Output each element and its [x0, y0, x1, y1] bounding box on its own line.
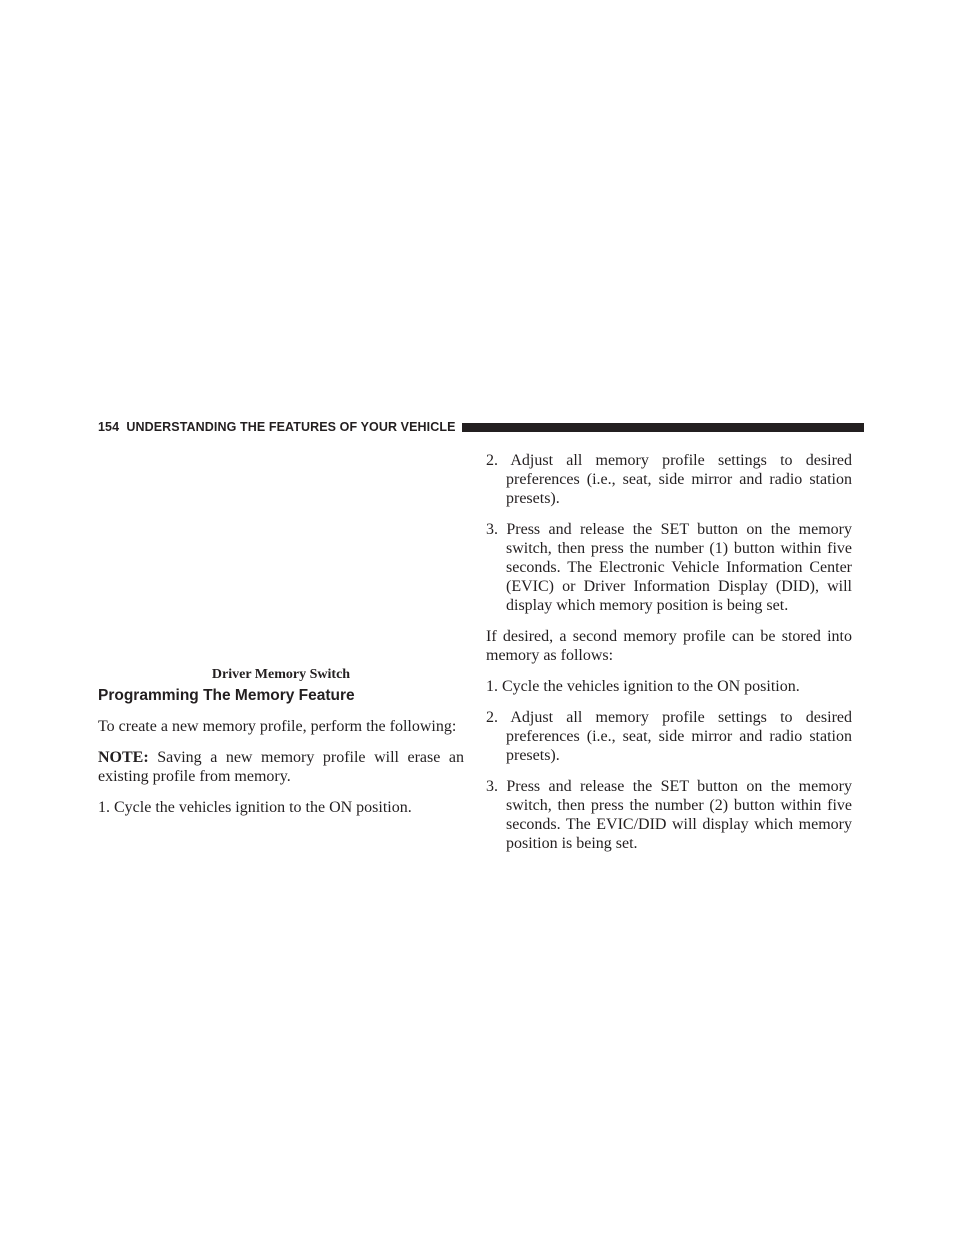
section-heading: Programming The Memory Feature	[98, 687, 355, 704]
step-item: 1. Cycle the vehicles ignition to the ON position.	[98, 799, 412, 816]
step-item: 2. Adjust all memory profile settings to desired preferences (i.e., seat, side mirror and radio station presets).	[486, 452, 852, 507]
intro-paragraph: To create a new memory profile, perform the following:	[98, 718, 457, 735]
note-text: Saving a new memory profile will erase an existing profile from memory.	[98, 749, 464, 785]
right-column	[486, 451, 852, 865]
note-paragraph	[98, 748, 464, 786]
left-column	[98, 686, 464, 829]
page-header	[98, 419, 864, 435]
figure-placeholder	[98, 440, 464, 656]
step-item: 2. Adjust all memory profile settings to desired preferences (i.e., seat, side mirror and radio station presets).	[486, 709, 852, 764]
second-profile-paragraph: If desired, a second memory profile can be stored into memory as follows:	[486, 628, 852, 664]
step-item: 3. Press and release the SET button on the memory switch, then press the number (1) button within five seconds. The Electronic Vehicle Information Center (EVIC) or Driver Information Display (DID), will display which memory position is being set.	[486, 521, 852, 614]
step-item: 3. Press and release the SET button on the memory switch, then press the number (2) button within five seconds. The EVIC/DID will display which memory position is being set.	[486, 778, 852, 852]
figure-caption: Driver Memory Switch	[211, 667, 351, 682]
note-label: NOTE:	[98, 749, 149, 766]
page-number: 154	[98, 420, 120, 434]
header-rule	[462, 423, 864, 432]
section-title: UNDERSTANDING THE FEATURES OF YOUR VEHICLE	[126, 420, 456, 434]
step-item: 1. Cycle the vehicles ignition to the ON position.	[486, 678, 800, 695]
header-label	[98, 420, 462, 434]
